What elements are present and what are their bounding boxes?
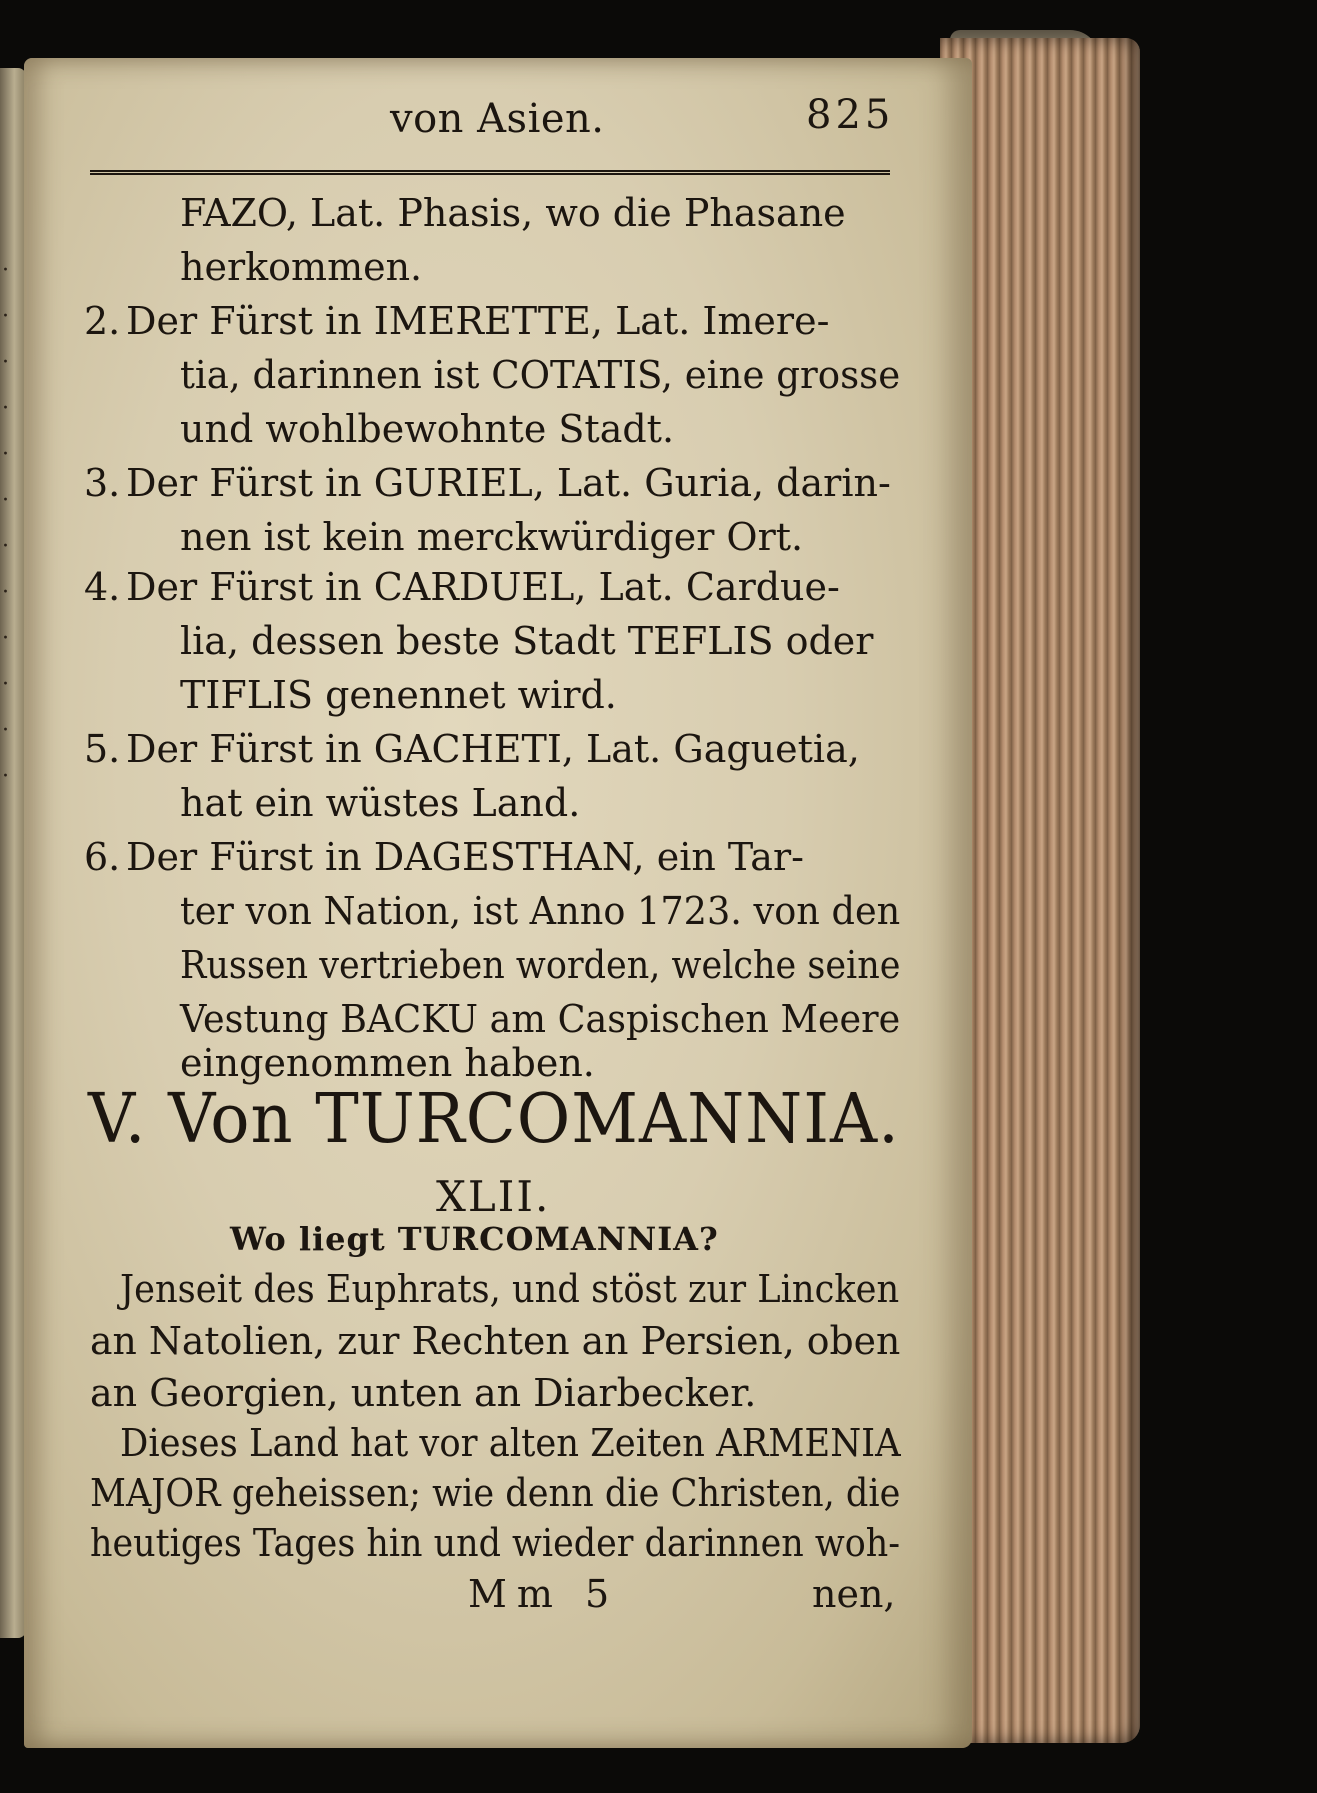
entry-number: 4. [84, 565, 121, 609]
entry-line: eingenommen haben. [180, 1041, 595, 1085]
entry-line: Der Fürst in GURIEL, Lat. Guria, darin- [126, 461, 891, 505]
facing-page-marks: · · · · · · · · · · · · [2, 258, 9, 789]
entry-line: Der Fürst in IMERETTE, Lat. Imere- [126, 299, 830, 343]
entry-number: 6. [84, 835, 121, 879]
paragraph-line: an Natolien, zur Rechten an Persien, oben [90, 1319, 901, 1363]
entry-number: 5. [84, 727, 121, 771]
section-heading: V. Von TURCOMANNIA. [88, 1080, 900, 1159]
catchword: nen, [812, 1572, 896, 1616]
paragraph-line: Dieses Land hat vor alten Zeiten ARMENIA [120, 1421, 901, 1465]
entry-number: 3. [84, 461, 121, 505]
entry-line: nen ist kein merckwürdiger Ort. [180, 515, 804, 559]
entry-line: Der Fürst in CARDUEL, Lat. Cardue- [126, 565, 840, 609]
entry-line: Vestung BACKU am Caspischen Meere [180, 997, 901, 1041]
entry-line: lia, dessen beste Stadt TEFLIS oder [180, 619, 874, 663]
facing-page-edge [0, 68, 26, 1638]
running-title: von Asien. [390, 96, 605, 142]
question-text: Wo liegt TURCOMANNIA? [230, 1220, 719, 1258]
header-rule [90, 170, 890, 175]
entry-number: 2. [84, 299, 121, 343]
entry-line: tia, darinnen ist COTATIS, eine grosse [180, 353, 901, 397]
entry-line: und wohlbewohnte Stadt. [180, 407, 675, 451]
entry-line: hat ein wüstes Land. [180, 781, 581, 825]
paragraph-line: Jenseit des Euphrats, und stöst zur Lincken [120, 1267, 900, 1311]
entry-line: FAZO, Lat. Phasis, wo die Phasane [180, 191, 846, 235]
entry-line: ter von Nation, ist Anno 1723. von den [180, 889, 901, 933]
entry-line: TIFLIS genennet wird. [180, 673, 617, 717]
entry-line: Der Fürst in GACHETI, Lat. Gaguetia, [126, 727, 860, 771]
paragraph-line: heutiges Tages hin und wieder darinnen woh- [90, 1521, 901, 1565]
question-number: XLII. [436, 1172, 551, 1221]
signature-mark: Mm 5 [468, 1572, 620, 1616]
entry-line: herkommen. [180, 245, 423, 289]
paragraph-line: MAJOR geheissen; wie denn die Christen, die [90, 1471, 901, 1515]
paragraph-line: an Georgien, unten an Diarbecker. [90, 1371, 757, 1415]
page-number: 825 [806, 92, 895, 138]
entry-line: Russen vertrieben worden, welche seine [180, 943, 901, 987]
entry-line: Der Fürst in DAGESTHAN, ein Tar- [126, 835, 804, 879]
